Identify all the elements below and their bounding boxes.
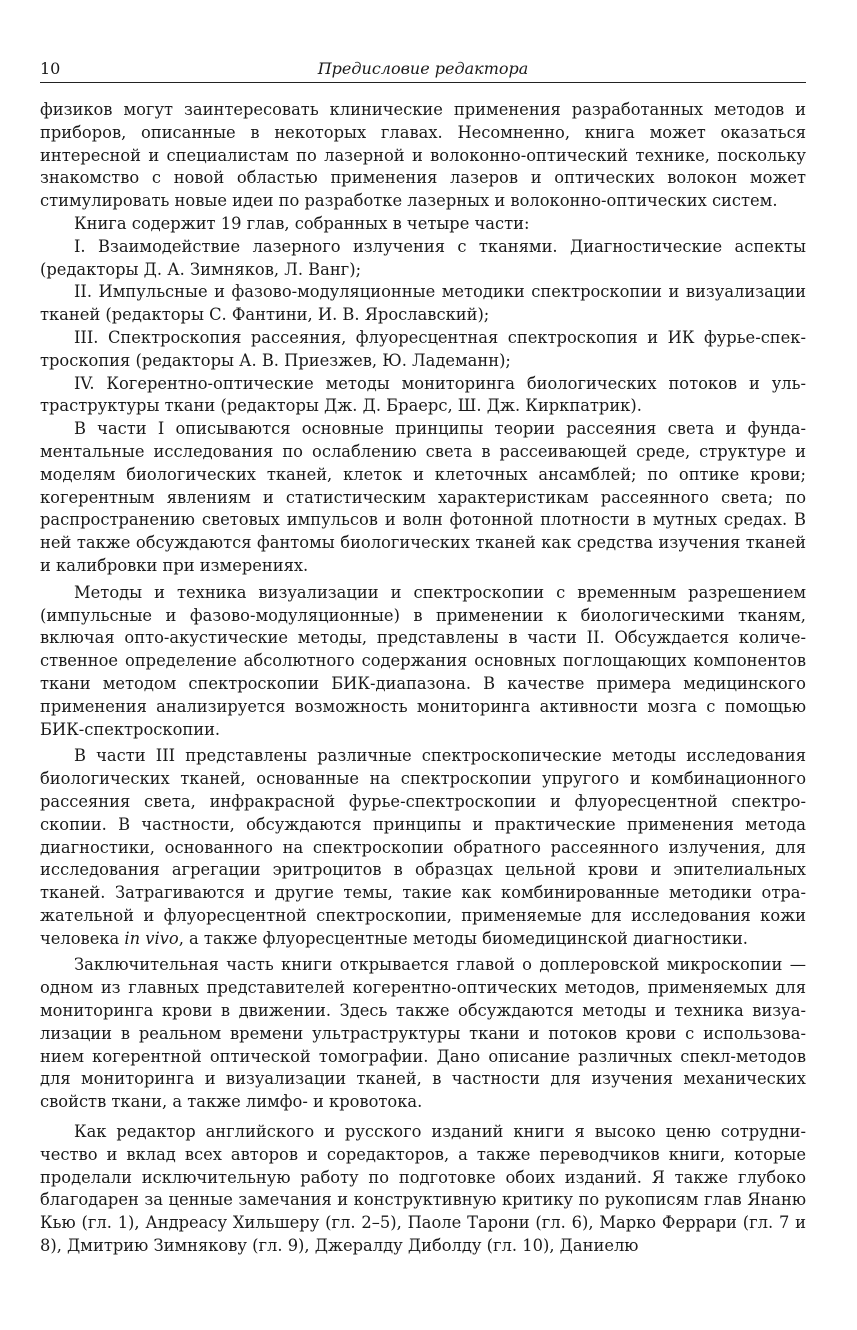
document-page: [40, 56, 806, 1258]
paragraph-part-3: III. Спектроскопия рассеяния, флуоресцентная спектроскопия и ИК фурье-спектроскопия (редакторы А. В. Приезжев, Ю. Ладеманн);: [40, 327, 806, 370]
in-vivo-italic: in vivo: [124, 928, 179, 948]
paragraph-continued: физиков могут заинтересовать клинические применения разработанных методов и приборов, описанные в некоторых главах. Несомненно, книга может оказаться интересной и специалистам по лазерной и волоконно-оптический технике, поскольку знакомство с новой областью применения лазеров и оптических волокон может стимулировать новые идеи по разработке лазерных и волоконно-оптических систем.: [40, 100, 806, 211]
paragraph-parts-intro: Книга содержит 19 глав, собранных в четыре части:: [74, 213, 530, 233]
paragraph-part-4: IV. Когерентно-оптические методы мониторинга биологических потоков и ультраструктуры ткани (редакторы Дж. Д. Браерс, Ш. Дж. Киркпатрик).: [40, 373, 806, 416]
paragraph-part-2: II. Импульсные и фазово-модуляционные методики спектроскопии и визуализации тканей (редакторы С. Фантини, И. В. Ярославский);: [40, 282, 806, 325]
paragraph-part-1: I. Взаимодействие лазерного излучения с тканями. Диагностические аспекты (редакторы Д. А. Зимняков, Л. Ванг);: [40, 236, 806, 279]
paragraph-part-3-text: В части III представлены различные спектроскопические методы исследования биологических тканей, основанные на спектроскопии упругого и комбинационного рассеяния света, инфракрасной фурье-спектроскопии и флуоресцентной спектроскопии. В частности, обсуждаются принципы и практические применения метода диагностики, основанного на спектроскопии обратного рассеянного излучения, для исследования агрегации эритроцитов в образцах цельной крови и эпителиальных тканей. Затрагиваются и другие темы, такие как комбинированные методики отражательной и флуоресцентной спектроскопии, применяемые для исследования кожи человека: [40, 746, 806, 948]
paragraph-part-3-description: [40, 745, 806, 950]
running-title: Предисловие редактора: [317, 59, 529, 78]
paragraph-acknowledgements: Как редактор английского и русского изданий книги я высоко ценю сотрудничество и вклад всех авторов и соредакторов, а также переводчиков книги, которые проделали исключительную работу по подготовке обоих изданий. Я также глубоко благодарен за ценные замечания и конструктивную критику по рукописям глав Янаню Кью (гл. 1), Андреасу Хильшеру (гл. 2–5), Паоле Тарони (гл. 6), Марко Феррари (гл. 7 и 8), Дмитрию Зимнякову (гл. 9), Джералду Диболду (гл. 10), Даниелю: [40, 1122, 806, 1256]
running-header: [40, 56, 806, 83]
paragraph-part-4-description: Заключительная часть книги открывается главой о доплеровской микроскопии — одном из главных представителей когерентно-оптических методов, применяемых для мониторинга крови в движении. Здесь также обсуждаются методы и техника визуализации в реальном времени ультраструктуры ткани и потоков крови с использованием когерентной оптической томографии. Дано описание различных спекл-методов для мониторинга и визуализации тканей, в частности для изучения механических свойств ткани, а также лимфо- и кровотока.: [40, 955, 806, 1112]
page-number: 10: [40, 59, 61, 78]
paragraph-part-1-description: В части I описываются основные принципы теории рассеяния света и фундаментальные исследования по ослаблению света в рассеивающей среде, структуре и моделям биологических тканей, клеток и клеточных ансамблей; по оптике крови; когерентным явлениям и статистическим характеристикам рассеянного света; по распространению световых импульсов и волн фотонной плотности в мутных средах. В ней также обсуждаются фантомы биологических тканей как средства изучения тканей и калибровки при измерениях.: [40, 419, 806, 575]
paragraph-part-3-text-end: , а также флуоресцентные методы биомедицинской диагностики.: [178, 928, 748, 948]
body-text: [40, 99, 806, 1258]
paragraph-part-2-description: Методы и техника визуализации и спектроскопии с временным разрешением (импульсные и фазово-модуляционные) в применении к биологическими тканям, включая опто-акустические методы, представлены в части II. Обсуждается количественное определение абсолютного содержания основных поглощающих компонентов ткани методом спектроскопии БИК-диапазона. В качестве примера медицинского применения анализируется возможность мониторинга активности мозга с помощью БИК-спектроскопии.: [40, 582, 806, 739]
